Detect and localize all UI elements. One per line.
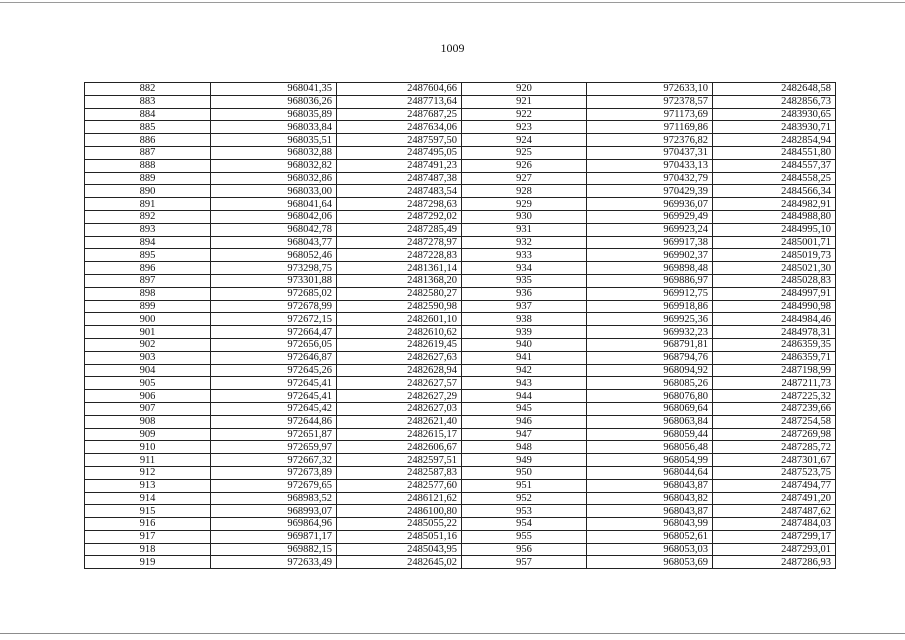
point-number-cell: 936 — [462, 287, 587, 300]
table-row — [85, 518, 836, 531]
y-coordinate-cell: 2482619,45 — [337, 338, 462, 351]
point-number-cell: 926 — [462, 159, 587, 172]
x-coordinate-cell: 972656,05 — [211, 338, 337, 351]
point-number-cell: 925 — [462, 146, 587, 159]
x-coordinate-cell: 968059,44 — [587, 428, 713, 441]
y-coordinate-cell: 2482590,98 — [337, 300, 462, 313]
point-number-cell: 944 — [462, 390, 587, 403]
point-number-cell: 932 — [462, 236, 587, 249]
x-coordinate-cell: 968043,82 — [587, 492, 713, 505]
y-coordinate-cell: 2483930,71 — [713, 121, 836, 134]
y-coordinate-cell: 2487228,83 — [337, 249, 462, 262]
x-coordinate-cell: 968054,99 — [587, 454, 713, 467]
y-coordinate-cell: 2487239,66 — [713, 402, 836, 415]
point-number-cell: 887 — [85, 146, 211, 159]
x-coordinate-cell: 968035,89 — [211, 108, 337, 121]
y-coordinate-cell: 2482627,29 — [337, 390, 462, 403]
x-coordinate-cell: 968035,51 — [211, 134, 337, 147]
x-coordinate-cell: 972685,02 — [211, 287, 337, 300]
y-coordinate-cell: 2487491,20 — [713, 492, 836, 505]
y-coordinate-cell: 2487211,73 — [713, 377, 836, 390]
y-coordinate-cell: 2487286,93 — [713, 556, 836, 569]
x-coordinate-cell: 972644,86 — [211, 415, 337, 428]
y-coordinate-cell: 2487254,58 — [713, 415, 836, 428]
y-coordinate-cell: 2484984,46 — [713, 313, 836, 326]
point-number-cell: 902 — [85, 338, 211, 351]
x-coordinate-cell: 969932,23 — [587, 326, 713, 339]
y-coordinate-cell: 2487285,49 — [337, 223, 462, 236]
point-number-cell: 901 — [85, 326, 211, 339]
point-number-cell: 914 — [85, 492, 211, 505]
x-coordinate-cell: 968032,86 — [211, 172, 337, 185]
y-coordinate-cell: 2484978,31 — [713, 326, 836, 339]
point-number-cell: 918 — [85, 543, 211, 556]
point-number-cell: 897 — [85, 274, 211, 287]
point-number-cell: 935 — [462, 274, 587, 287]
y-coordinate-cell: 2482601,10 — [337, 313, 462, 326]
point-number-cell: 953 — [462, 505, 587, 518]
table-row — [85, 479, 836, 492]
y-coordinate-cell: 2482615,17 — [337, 428, 462, 441]
x-coordinate-cell: 969898,48 — [587, 262, 713, 275]
table-row — [85, 95, 836, 108]
table-row — [85, 274, 836, 287]
table-row — [85, 402, 836, 415]
point-number-cell: 911 — [85, 454, 211, 467]
x-coordinate-cell: 972645,41 — [211, 377, 337, 390]
point-number-cell: 894 — [85, 236, 211, 249]
y-coordinate-cell: 2482854,94 — [713, 134, 836, 147]
y-coordinate-cell: 2482628,94 — [337, 364, 462, 377]
y-coordinate-cell: 2481368,20 — [337, 274, 462, 287]
x-coordinate-cell: 969923,24 — [587, 223, 713, 236]
table-row — [85, 364, 836, 377]
table-row — [85, 351, 836, 364]
y-coordinate-cell: 2486359,71 — [713, 351, 836, 364]
y-coordinate-cell: 2482580,27 — [337, 287, 462, 300]
point-number-cell: 896 — [85, 262, 211, 275]
y-coordinate-cell: 2485021,30 — [713, 262, 836, 275]
y-coordinate-cell: 2484995,10 — [713, 223, 836, 236]
point-number-cell: 891 — [85, 198, 211, 211]
y-coordinate-cell: 2487299,17 — [713, 530, 836, 543]
point-number-cell: 921 — [462, 95, 587, 108]
y-coordinate-cell: 2482856,73 — [713, 95, 836, 108]
point-number-cell: 906 — [85, 390, 211, 403]
point-number-cell: 922 — [462, 108, 587, 121]
x-coordinate-cell: 968032,88 — [211, 146, 337, 159]
table-row — [85, 338, 836, 351]
point-number-cell: 899 — [85, 300, 211, 313]
table-row — [85, 108, 836, 121]
point-number-cell: 954 — [462, 518, 587, 531]
table-row — [85, 530, 836, 543]
point-number-cell: 934 — [462, 262, 587, 275]
x-coordinate-cell: 968042,78 — [211, 223, 337, 236]
point-number-cell: 956 — [462, 543, 587, 556]
x-coordinate-cell: 973301,88 — [211, 274, 337, 287]
x-coordinate-cell: 971169,86 — [587, 121, 713, 134]
table-row — [85, 454, 836, 467]
point-number-cell: 890 — [85, 185, 211, 198]
x-coordinate-cell: 968043,99 — [587, 518, 713, 531]
point-number-cell: 923 — [462, 121, 587, 134]
point-number-cell: 903 — [85, 351, 211, 364]
point-number-cell: 905 — [85, 377, 211, 390]
point-number-cell: 908 — [85, 415, 211, 428]
y-coordinate-cell: 2485043,95 — [337, 543, 462, 556]
point-number-cell: 882 — [85, 83, 211, 96]
point-number-cell: 955 — [462, 530, 587, 543]
point-number-cell: 951 — [462, 479, 587, 492]
x-coordinate-cell: 968053,03 — [587, 543, 713, 556]
y-coordinate-cell: 2487634,06 — [337, 121, 462, 134]
x-coordinate-cell: 968983,52 — [211, 492, 337, 505]
y-coordinate-cell: 2482621,40 — [337, 415, 462, 428]
point-number-cell: 917 — [85, 530, 211, 543]
x-coordinate-cell: 972679,65 — [211, 479, 337, 492]
x-coordinate-cell: 968791,81 — [587, 338, 713, 351]
y-coordinate-cell: 2487713,64 — [337, 95, 462, 108]
y-coordinate-cell: 2482606,67 — [337, 441, 462, 454]
y-coordinate-cell: 2486100,80 — [337, 505, 462, 518]
x-coordinate-cell: 970437,31 — [587, 146, 713, 159]
y-coordinate-cell: 2487301,67 — [713, 454, 836, 467]
point-number-cell: 939 — [462, 326, 587, 339]
table-row — [85, 121, 836, 134]
x-coordinate-cell: 968794,76 — [587, 351, 713, 364]
y-coordinate-cell: 2487225,32 — [713, 390, 836, 403]
y-coordinate-cell: 2484557,37 — [713, 159, 836, 172]
table-row — [85, 262, 836, 275]
x-coordinate-cell: 968056,48 — [587, 441, 713, 454]
y-coordinate-cell: 2487494,77 — [713, 479, 836, 492]
point-number-cell: 889 — [85, 172, 211, 185]
x-coordinate-cell: 968043,77 — [211, 236, 337, 249]
point-number-cell: 909 — [85, 428, 211, 441]
point-number-cell: 943 — [462, 377, 587, 390]
y-coordinate-cell: 2485019,73 — [713, 249, 836, 262]
y-coordinate-cell: 2487487,38 — [337, 172, 462, 185]
x-coordinate-cell: 968033,00 — [211, 185, 337, 198]
x-coordinate-cell: 968043,87 — [587, 479, 713, 492]
x-coordinate-cell: 970429,39 — [587, 185, 713, 198]
point-number-cell: 950 — [462, 466, 587, 479]
x-coordinate-cell: 968085,26 — [587, 377, 713, 390]
x-coordinate-cell: 972673,89 — [211, 466, 337, 479]
y-coordinate-cell: 2482627,57 — [337, 377, 462, 390]
y-coordinate-cell: 2487285,72 — [713, 441, 836, 454]
y-coordinate-cell: 2487487,62 — [713, 505, 836, 518]
point-number-cell: 919 — [85, 556, 211, 569]
x-coordinate-cell: 969886,97 — [587, 274, 713, 287]
point-number-cell: 957 — [462, 556, 587, 569]
y-coordinate-cell: 2487687,25 — [337, 108, 462, 121]
y-coordinate-cell: 2486121,62 — [337, 492, 462, 505]
point-number-cell: 928 — [462, 185, 587, 198]
point-number-cell: 883 — [85, 95, 211, 108]
point-number-cell: 949 — [462, 454, 587, 467]
x-coordinate-cell: 970433,13 — [587, 159, 713, 172]
y-coordinate-cell: 2487484,03 — [713, 518, 836, 531]
x-coordinate-cell: 968033,84 — [211, 121, 337, 134]
x-coordinate-cell: 969918,86 — [587, 300, 713, 313]
point-number-cell: 886 — [85, 134, 211, 147]
y-coordinate-cell: 2486359,35 — [713, 338, 836, 351]
x-coordinate-cell: 972651,87 — [211, 428, 337, 441]
point-number-cell: 920 — [462, 83, 587, 96]
point-number-cell: 927 — [462, 172, 587, 185]
x-coordinate-cell: 968053,69 — [587, 556, 713, 569]
y-coordinate-cell: 2484988,80 — [713, 210, 836, 223]
point-number-cell: 884 — [85, 108, 211, 121]
point-number-cell: 915 — [85, 505, 211, 518]
x-coordinate-cell: 972645,26 — [211, 364, 337, 377]
x-coordinate-cell: 969882,15 — [211, 543, 337, 556]
point-number-cell: 885 — [85, 121, 211, 134]
table-row — [85, 159, 836, 172]
x-coordinate-cell: 972633,49 — [211, 556, 337, 569]
table-row — [85, 313, 836, 326]
table-row — [85, 236, 836, 249]
point-number-cell: 888 — [85, 159, 211, 172]
point-number-cell: 900 — [85, 313, 211, 326]
x-coordinate-cell: 968069,64 — [587, 402, 713, 415]
table-row — [85, 415, 836, 428]
y-coordinate-cell: 2482645,02 — [337, 556, 462, 569]
table-row — [85, 146, 836, 159]
y-coordinate-cell: 2485055,22 — [337, 518, 462, 531]
x-coordinate-cell: 969912,75 — [587, 287, 713, 300]
y-coordinate-cell: 2487198,99 — [713, 364, 836, 377]
y-coordinate-cell: 2482577,60 — [337, 479, 462, 492]
point-number-cell: 910 — [85, 441, 211, 454]
point-number-cell: 933 — [462, 249, 587, 262]
x-coordinate-cell: 972667,32 — [211, 454, 337, 467]
point-number-cell: 946 — [462, 415, 587, 428]
x-coordinate-cell: 968032,82 — [211, 159, 337, 172]
point-number-cell: 947 — [462, 428, 587, 441]
point-number-cell: 930 — [462, 210, 587, 223]
point-number-cell: 952 — [462, 492, 587, 505]
x-coordinate-cell: 968041,64 — [211, 198, 337, 211]
table-row — [85, 505, 836, 518]
x-coordinate-cell: 972678,99 — [211, 300, 337, 313]
y-coordinate-cell: 2487523,75 — [713, 466, 836, 479]
x-coordinate-cell: 972645,42 — [211, 402, 337, 415]
point-number-cell: 948 — [462, 441, 587, 454]
point-number-cell: 941 — [462, 351, 587, 364]
x-coordinate-cell: 972672,15 — [211, 313, 337, 326]
point-number-cell: 893 — [85, 223, 211, 236]
x-coordinate-cell: 972645,41 — [211, 390, 337, 403]
table-row — [85, 198, 836, 211]
point-number-cell: 895 — [85, 249, 211, 262]
y-coordinate-cell: 2487604,66 — [337, 83, 462, 96]
x-coordinate-cell: 968063,84 — [587, 415, 713, 428]
table-row — [85, 185, 836, 198]
x-coordinate-cell: 968042,06 — [211, 210, 337, 223]
y-coordinate-cell: 2482610,62 — [337, 326, 462, 339]
x-coordinate-cell: 968043,87 — [587, 505, 713, 518]
point-number-cell: 938 — [462, 313, 587, 326]
point-number-cell: 924 — [462, 134, 587, 147]
y-coordinate-cell: 2487483,54 — [337, 185, 462, 198]
y-coordinate-cell: 2487491,23 — [337, 159, 462, 172]
table-row — [85, 556, 836, 569]
y-coordinate-cell: 2482648,58 — [713, 83, 836, 96]
y-coordinate-cell: 2484566,34 — [713, 185, 836, 198]
x-coordinate-cell: 969864,96 — [211, 518, 337, 531]
y-coordinate-cell: 2482597,51 — [337, 454, 462, 467]
point-number-cell: 929 — [462, 198, 587, 211]
x-coordinate-cell: 969936,07 — [587, 198, 713, 211]
x-coordinate-cell: 972664,47 — [211, 326, 337, 339]
page-number: 1009 — [440, 41, 465, 55]
top-scan-edge — [0, 2, 905, 3]
x-coordinate-cell: 971173,69 — [587, 108, 713, 121]
point-number-cell: 942 — [462, 364, 587, 377]
point-number-cell: 945 — [462, 402, 587, 415]
y-coordinate-cell: 2484558,25 — [713, 172, 836, 185]
point-number-cell: 892 — [85, 210, 211, 223]
point-number-cell: 907 — [85, 402, 211, 415]
y-coordinate-cell: 2481361,14 — [337, 262, 462, 275]
y-coordinate-cell: 2487293,01 — [713, 543, 836, 556]
point-number-cell: 898 — [85, 287, 211, 300]
table-row — [85, 287, 836, 300]
x-coordinate-cell: 969902,37 — [587, 249, 713, 262]
x-coordinate-cell: 968052,61 — [587, 530, 713, 543]
x-coordinate-cell: 973298,75 — [211, 262, 337, 275]
x-coordinate-cell: 969925,36 — [587, 313, 713, 326]
table-row — [85, 441, 836, 454]
y-coordinate-cell: 2487278,97 — [337, 236, 462, 249]
table-row — [85, 210, 836, 223]
coordinates-table — [84, 82, 836, 569]
y-coordinate-cell: 2485051,16 — [337, 530, 462, 543]
y-coordinate-cell: 2487269,98 — [713, 428, 836, 441]
x-coordinate-cell: 968094,92 — [587, 364, 713, 377]
point-number-cell: 940 — [462, 338, 587, 351]
x-coordinate-cell: 969871,17 — [211, 530, 337, 543]
table-row — [85, 492, 836, 505]
x-coordinate-cell: 970432,79 — [587, 172, 713, 185]
y-coordinate-cell: 2487495,05 — [337, 146, 462, 159]
table-row — [85, 223, 836, 236]
table-row — [85, 249, 836, 262]
point-number-cell: 904 — [85, 364, 211, 377]
point-number-cell: 931 — [462, 223, 587, 236]
y-coordinate-cell: 2487597,50 — [337, 134, 462, 147]
y-coordinate-cell: 2482587,83 — [337, 466, 462, 479]
point-number-cell: 912 — [85, 466, 211, 479]
table-row — [85, 466, 836, 479]
table-row — [85, 377, 836, 390]
x-coordinate-cell: 968036,26 — [211, 95, 337, 108]
x-coordinate-cell: 972646,87 — [211, 351, 337, 364]
x-coordinate-cell: 968044,64 — [587, 466, 713, 479]
table-row — [85, 326, 836, 339]
x-coordinate-cell: 969929,49 — [587, 210, 713, 223]
x-coordinate-cell: 968993,07 — [211, 505, 337, 518]
y-coordinate-cell: 2484997,91 — [713, 287, 836, 300]
y-coordinate-cell: 2484982,91 — [713, 198, 836, 211]
y-coordinate-cell: 2482627,03 — [337, 402, 462, 415]
x-coordinate-cell: 972376,82 — [587, 134, 713, 147]
point-number-cell: 937 — [462, 300, 587, 313]
x-coordinate-cell: 972378,57 — [587, 95, 713, 108]
point-number-cell: 913 — [85, 479, 211, 492]
y-coordinate-cell: 2483930,65 — [713, 108, 836, 121]
x-coordinate-cell: 972659,97 — [211, 441, 337, 454]
table-row — [85, 543, 836, 556]
y-coordinate-cell: 2487292,02 — [337, 210, 462, 223]
y-coordinate-cell: 2487298,63 — [337, 198, 462, 211]
point-number-cell: 916 — [85, 518, 211, 531]
y-coordinate-cell: 2485001,71 — [713, 236, 836, 249]
table-row — [85, 83, 836, 96]
coordinates-table-body — [85, 83, 836, 569]
y-coordinate-cell: 2485028,83 — [713, 274, 836, 287]
y-coordinate-cell: 2484551,80 — [713, 146, 836, 159]
x-coordinate-cell: 968041,35 — [211, 83, 337, 96]
bottom-scan-edge — [0, 633, 905, 634]
table-row — [85, 300, 836, 313]
table-row — [85, 134, 836, 147]
x-coordinate-cell: 969917,38 — [587, 236, 713, 249]
y-coordinate-cell: 2482627,63 — [337, 351, 462, 364]
table-row — [85, 172, 836, 185]
x-coordinate-cell: 968052,46 — [211, 249, 337, 262]
x-coordinate-cell: 968076,80 — [587, 390, 713, 403]
table-row — [85, 390, 836, 403]
table-row — [85, 428, 836, 441]
y-coordinate-cell: 2484990,98 — [713, 300, 836, 313]
x-coordinate-cell: 972633,10 — [587, 83, 713, 96]
